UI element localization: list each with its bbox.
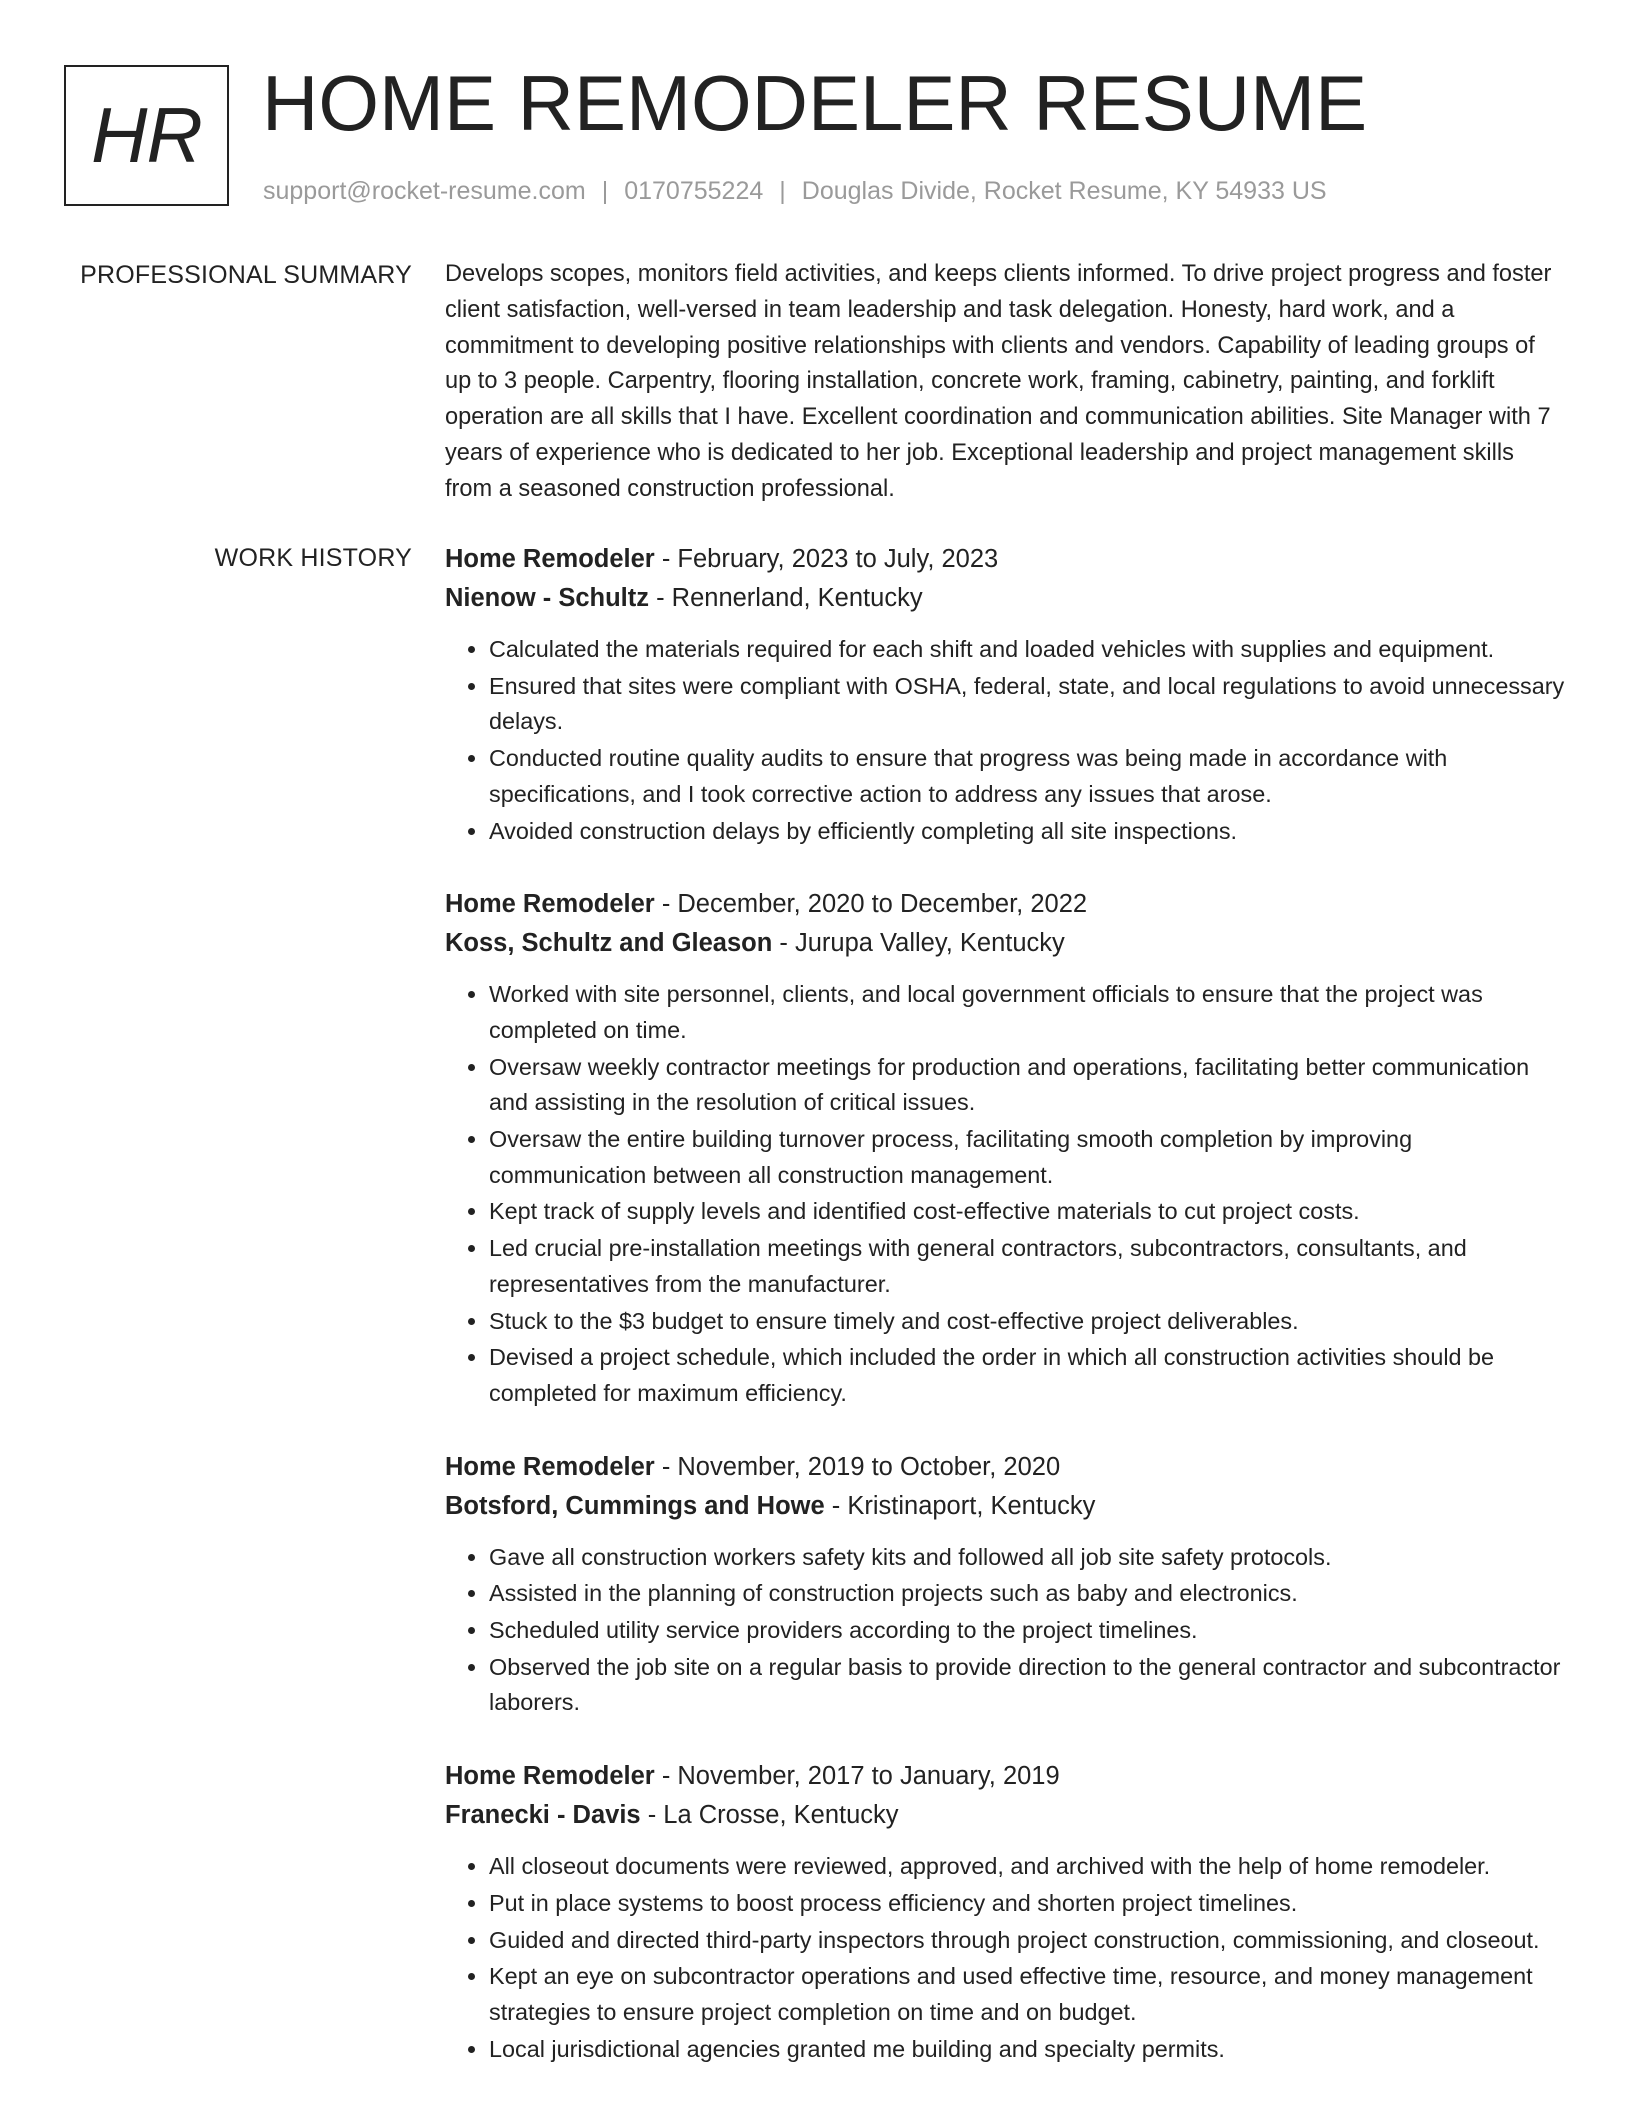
job-title: Home Remodeler (445, 1762, 655, 1791)
job-company: Franecki - Davis (445, 1801, 641, 1830)
job-title: Home Remodeler (445, 890, 655, 919)
job-location: - La Crosse, Kentucky (640, 1801, 899, 1830)
job-bullet: • Assisted in the planning of construction projects such as baby and electronics. (489, 1576, 1565, 1612)
job-bullet: • Oversaw the entire building turnover process, facilitating smooth completion by improving communication between all construction management. (489, 1122, 1565, 1193)
job-bullet: • Scheduled utility service providers according to the project timelines. (489, 1613, 1565, 1649)
contact-phone: 0170755224 (624, 177, 764, 205)
job-title-line (445, 540, 1565, 579)
job-title: Home Remodeler (445, 1452, 655, 1481)
job-bullet: • Calculated the materials required for each shift and loaded vehicles with supplies and equipment. (489, 632, 1565, 668)
job-entry (445, 540, 1565, 849)
job-dates: - February, 2023 to July, 2023 (654, 545, 999, 573)
job-bullet: • Put in place systems to boost process efficiency and shorten project timelines. (489, 1886, 1565, 1922)
job-entry (445, 1448, 1565, 1722)
job-bullet: • Local jurisdictional agencies granted me building and specialty permits. (489, 2032, 1565, 2068)
job-bullet: • Worked with site personnel, clients, and local government officials to ensure that the project was completed on time. (489, 977, 1565, 1048)
job-bullet: • Ensured that sites were compliant with OSHA, federal, state, and local regulations to avoid unnecessary delays. (489, 669, 1565, 740)
job-bullet: • All closeout documents were reviewed, approved, and archived with the help of home remodeler. (489, 1849, 1565, 1885)
job-dates: - December, 2020 to December, 2022 (654, 890, 1088, 919)
job-title-line (445, 885, 1565, 924)
job-bullet: • Avoided construction delays by efficiently completing all site inspections. (489, 814, 1565, 850)
monogram-logo: HR (64, 65, 229, 206)
job-entry (445, 885, 1565, 1411)
job-title-line (445, 1448, 1565, 1487)
job-bullet: • Guided and directed third-party inspectors through project construction, commissioning, and closeout. (489, 1923, 1565, 1959)
job-bullet: • Conducted routine quality audits to ensure that progress was being made in accordance with specifications, and I took corrective action to address any issues that arose. (489, 741, 1565, 812)
job-bullet: • Oversaw weekly contractor meetings for production and operations, facilitating better communication and assisting in the resolution of critical issues. (489, 1050, 1565, 1121)
job-company: Koss, Schultz and Gleason (445, 929, 773, 958)
job-dates: - November, 2019 to October, 2020 (654, 1452, 1061, 1481)
job-bullet: • Kept track of supply levels and identified cost-effective materials to cut project costs. (489, 1194, 1565, 1230)
job-company: Botsford, Cummings and Howe (445, 1491, 825, 1520)
job-bullet-list (445, 977, 1565, 1411)
contact-address: Douglas Divide, Rocket Resume, KY 54933 US (801, 177, 1327, 205)
section-heading-work-history: WORK HISTORY (214, 544, 412, 572)
job-bullet: • Observed the job site on a regular basis to provide direction to the general contractor and subcontractor laborers. (489, 1650, 1565, 1721)
resume-title: HOME REMODELER RESUME (262, 59, 1368, 147)
job-bullet: • Devised a project schedule, which included the order in which all construction activities should be completed for maximum efficiency. (489, 1340, 1565, 1411)
job-location: - Jurupa Valley, Kentucky (772, 929, 1065, 958)
work-history-body (445, 540, 1565, 2103)
job-bullet: • Kept an eye on subcontractor operations and used effective time, resource, and money management strategies to ensure project completion on time and on budget. (489, 1959, 1565, 2030)
job-bullet: • Gave all construction workers safety kits and followed all job site safety protocols. (489, 1540, 1565, 1576)
job-company: Nienow - Schultz (445, 584, 649, 612)
job-entry (445, 1757, 1565, 2067)
summary-text: Develops scopes, monitors field activities, and keeps clients informed. To drive project progress and foster client satisfaction, well-versed in team leadership and task delegation. Honesty, hard work, and a commitment to developing positive relationships with clients and vendors. Capability of leading groups of up to 3 people. Carpentry, flooring installation, concrete work, framing, cabinetry, painting, and forklift operation are all skills that I have. Excellent coordination and communication abilities. Site Manager with 7 years of experience who is dedicated to her job. Exceptional leadership and project management skills from a seasoned construction professional. (445, 261, 1552, 502)
contact-email: support@rocket-resume.com (263, 177, 586, 205)
job-title: Home Remodeler (445, 545, 655, 573)
job-location: - Rennerland, Kentucky (649, 584, 923, 612)
section-heading-summary: PROFESSIONAL SUMMARY (80, 261, 412, 289)
job-bullet-list (445, 632, 1565, 849)
contact-separator: | (601, 177, 609, 205)
job-company-line (445, 1487, 1565, 1526)
job-bullet: • Led crucial pre-installation meetings with general contractors, subcontractors, consultants, and representatives from the manufacturer. (489, 1231, 1565, 1302)
summary-body (445, 257, 1565, 508)
job-dates: - November, 2017 to January, 2019 (654, 1762, 1060, 1791)
job-bullet: • Stuck to the $3 budget to ensure timely and cost-effective project deliverables. (489, 1304, 1565, 1340)
job-bullet-list (445, 1540, 1565, 1722)
job-company-line (445, 924, 1565, 963)
contact-separator: | (779, 177, 786, 205)
job-location: - Kristinaport, Kentucky (824, 1491, 1096, 1520)
job-bullet-list (445, 1849, 1565, 2067)
job-company-line (445, 579, 1565, 618)
contact-line (263, 176, 1327, 206)
job-title-line (445, 1757, 1565, 1796)
job-company-line (445, 1796, 1565, 1835)
